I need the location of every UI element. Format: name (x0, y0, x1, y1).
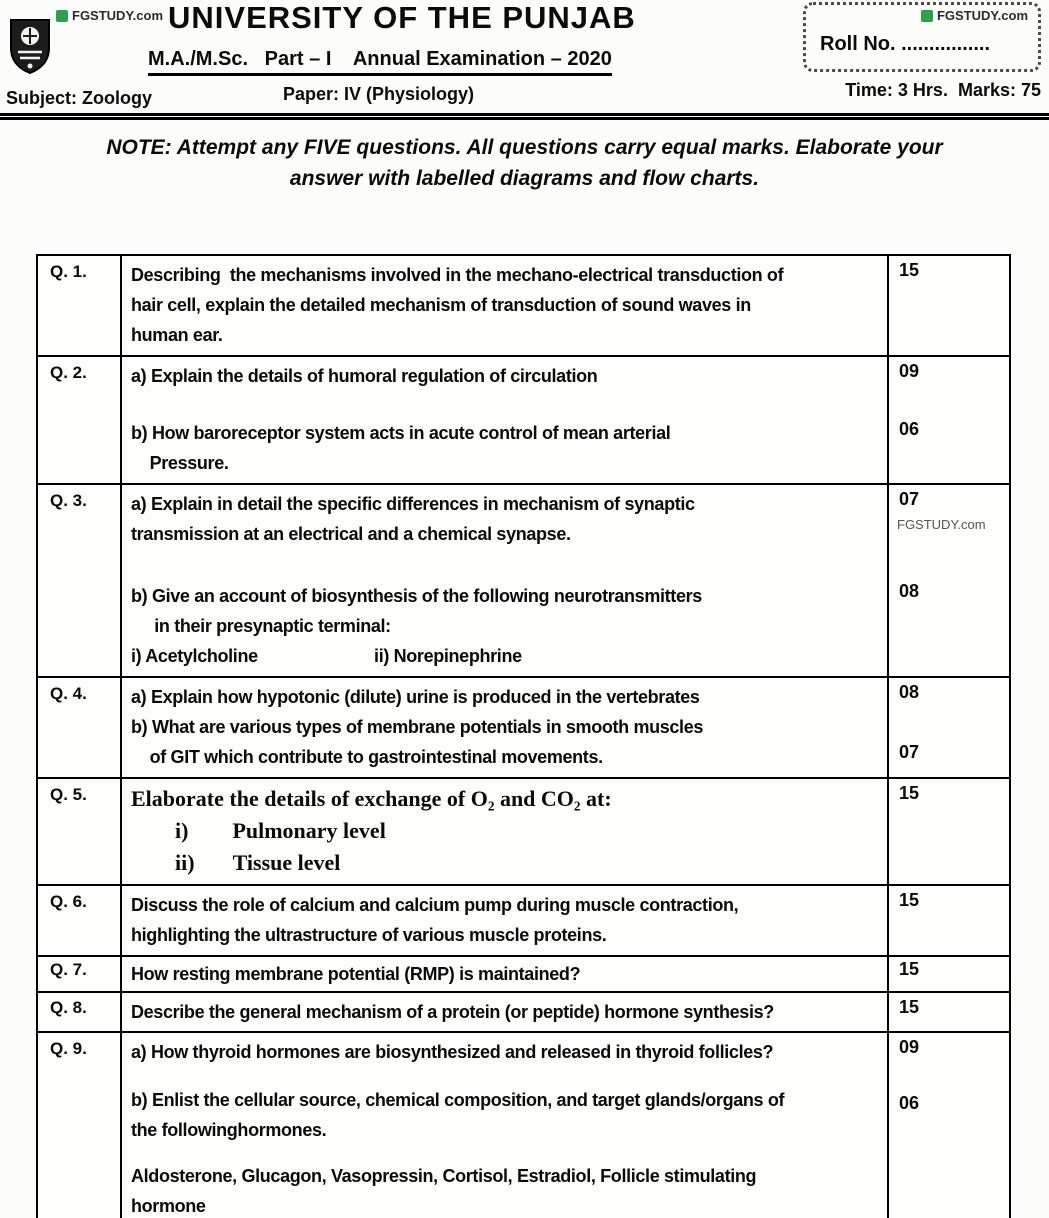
marks-value: 08 (899, 682, 920, 702)
question-row-4 (38, 676, 1009, 777)
question-text (122, 957, 889, 991)
fgstudy-branding-right (921, 8, 1028, 23)
question-line: Pressure. (131, 453, 229, 473)
question-line: b) Give an account of biosynthesis of the following neurotransmitters (131, 586, 702, 606)
question-line: ii) Tissue level (131, 850, 341, 875)
question-line: Discuss the role of calcium and calcium pump during muscle contraction, (131, 895, 739, 915)
question-text (122, 993, 889, 1031)
marks-value: 15 (899, 997, 920, 1017)
question-row-9 (38, 1031, 1009, 1218)
question-line: b) Enlist the cellular source, chemical composition, and target glands/organs of (131, 1090, 785, 1110)
marks-value: 06 (899, 419, 920, 439)
question-number: Q. 2. (38, 357, 122, 483)
roll-no-label: Roll No. ................ (820, 33, 991, 55)
crest-icon (8, 16, 52, 76)
marks-value: 09 (899, 1037, 920, 1057)
question-marks (889, 957, 1009, 991)
time-marks-label: Time: 3 Hrs. Marks: 75 (845, 80, 1041, 100)
double-rule-divider (0, 113, 1049, 120)
question-number: Q. 1. (38, 256, 122, 355)
question-line: How resting membrane potential (RMP) is maintained? (131, 964, 581, 984)
university-logo (8, 16, 52, 76)
question-row-3 (38, 483, 1009, 676)
marks-value: 08 (899, 581, 920, 601)
question-row-6 (38, 884, 1009, 955)
question-number: Q. 4. (38, 678, 122, 777)
question-line: b) What are various types of membrane potentials in smooth muscles (131, 717, 704, 737)
fgstudy-branding-left (56, 8, 163, 23)
note-line-2: answer with labelled diagrams and flow charts. (289, 167, 760, 190)
question-line: Elaborate the details of exchange of O₂ and CO₂ at: (131, 786, 612, 811)
question-marks (889, 993, 1009, 1031)
question-line: of GIT which contribute to gastrointestinal movements. (131, 747, 603, 767)
fgstudy-text: FGSTUDY.com (936, 8, 1028, 23)
question-line: Describe the general mechanism of a protein (or peptide) hormone synthesis? (131, 1002, 774, 1022)
question-marks (889, 1033, 1009, 1218)
note-line-1: NOTE: Attempt any FIVE questions. All questions carry equal marks. Elaborate your (106, 136, 943, 159)
question-row-7 (38, 955, 1009, 991)
question-marks (889, 485, 1009, 676)
question-number: Q. 8. (38, 993, 122, 1031)
marks-value: 06 (899, 1093, 920, 1113)
question-line: the followinghormones. (131, 1120, 327, 1140)
question-text (122, 485, 889, 676)
university-title: UNIVERSITY OF THE PUNJAB (168, 0, 636, 35)
question-number: Q. 7. (38, 957, 122, 991)
question-table (36, 254, 1011, 1218)
paper-label: Paper: IV (Physiology) (283, 84, 475, 104)
question-line: Describing the mechanisms involved in the mechano-electrical transduction of (131, 265, 784, 285)
question-line: i) Pulmonary level (131, 818, 386, 843)
question-row-2 (38, 355, 1009, 483)
fgstudy-text: FGSTUDY.com (72, 8, 164, 23)
note-text (0, 132, 1049, 194)
marks-value: 15 (899, 890, 920, 910)
question-text (122, 886, 889, 955)
question-number: Q. 5. (38, 779, 122, 884)
question-line: highlighting the ultrastructure of various muscle proteins. (131, 925, 607, 945)
fgstudy-icon (921, 10, 933, 22)
marks-value: 15 (899, 783, 920, 803)
question-marks (889, 256, 1009, 355)
question-marks (889, 779, 1009, 884)
question-number: Q. 3. (38, 485, 122, 676)
question-line: i) Acetylcholine ii) Norepinephrine (131, 646, 522, 666)
question-line: Aldosterone, Glucagon, Vasopressin, Cortisol, Estradiol, Follicle stimulating (131, 1166, 757, 1186)
question-marks (889, 357, 1009, 483)
marks-value: 07 (899, 489, 920, 509)
question-marks (889, 886, 1009, 955)
question-line: hair cell, explain the detailed mechanism of transduction of sound waves in (131, 295, 751, 315)
question-text (122, 256, 889, 355)
question-number: Q. 6. (38, 886, 122, 955)
exam-session-line: M.A./M.Sc. Part – I Annual Examination – 2020 (148, 48, 612, 76)
roll-no-box (803, 2, 1041, 72)
question-row-1 (38, 256, 1009, 355)
question-line: a) Explain the details of humoral regulation of circulation (131, 366, 598, 386)
question-text (122, 779, 889, 884)
fgstudy-icon (56, 10, 68, 22)
question-line: transmission at an electrical and a chemical synapse. (131, 524, 571, 544)
question-line: a) Explain in detail the specific differences in mechanism of synaptic (131, 494, 695, 514)
marks-value: 07 (899, 742, 920, 762)
question-row-8 (38, 991, 1009, 1031)
question-line: in their presynaptic terminal: (131, 616, 391, 636)
subject-label: Subject: Zoology (6, 88, 152, 108)
header (0, 0, 1049, 250)
question-line: a) How thyroid hormones are biosynthesized and released in thyroid follicles? (131, 1042, 774, 1062)
question-line: hormone (131, 1196, 206, 1216)
marks-value: 09 (899, 361, 920, 381)
question-text (122, 1033, 889, 1218)
question-line: a) Explain how hypotonic (dilute) urine is produced in the vertebrates (131, 687, 700, 707)
marks-value: 15 (899, 959, 920, 979)
question-text (122, 678, 889, 777)
question-marks (889, 678, 1009, 777)
question-text (122, 357, 889, 483)
question-line: human ear. (131, 325, 223, 345)
marks-value: 15 (899, 260, 920, 280)
question-row-5 (38, 777, 1009, 884)
question-number: Q. 9. (38, 1033, 122, 1218)
question-line: b) How baroreceptor system acts in acute control of mean arterial (131, 423, 671, 443)
fgstudy-watermark: FGSTUDY.com (897, 517, 986, 532)
